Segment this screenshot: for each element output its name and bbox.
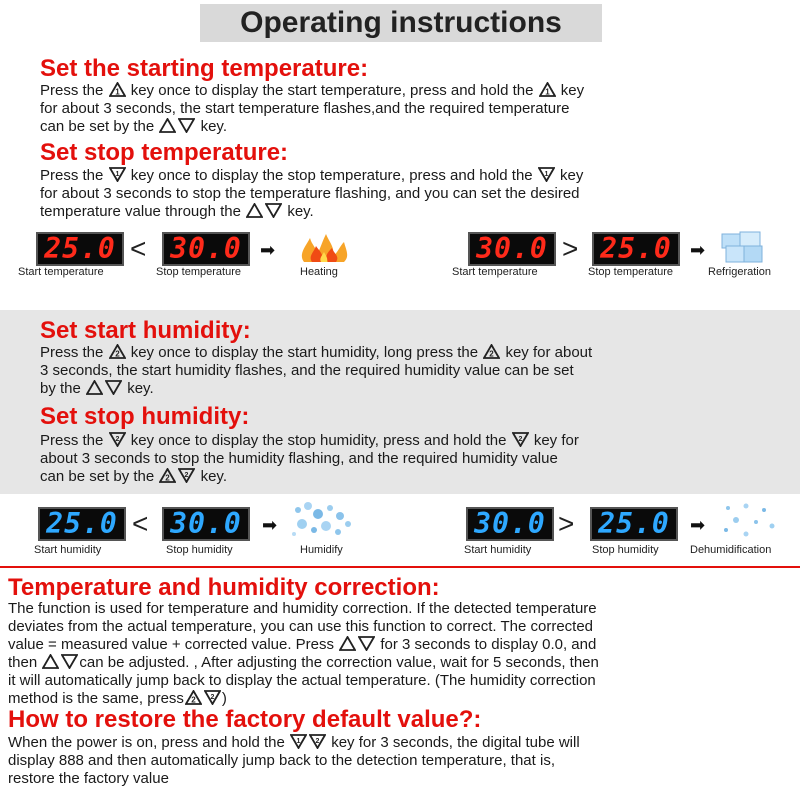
up-key-icon bbox=[42, 654, 59, 669]
humidify-caption: Humidify bbox=[300, 544, 343, 556]
down-key-2-icon bbox=[204, 690, 221, 705]
heating-caption: Heating bbox=[300, 266, 338, 278]
stop-humidity-heading: Set stop humidity: bbox=[40, 403, 250, 430]
down-key-icon bbox=[105, 380, 122, 395]
start-temperature-text: Press the key once to display the start temperature, press and hold the key for about 3 seconds, the start temperature flashes,and the required temperature can be set by the key. bbox=[40, 82, 585, 135]
start-humidity-caption: Start humidity bbox=[34, 544, 102, 556]
factory-reset-text: When the power is on, press and hold the key for 3 seconds, the digital tube will display 888 and then automatically jump back to the detection temperature, that is, restore the factory value bbox=[8, 734, 580, 787]
up-key-2-icon bbox=[109, 344, 126, 359]
start-humidity-caption: Start humidity bbox=[464, 544, 532, 556]
down-key-2-icon bbox=[309, 734, 326, 749]
start-temperature-caption: Start temperature bbox=[452, 266, 538, 278]
stop-temperature-display: 30.0 bbox=[162, 232, 250, 266]
water-drops-icon bbox=[288, 500, 354, 540]
arrow-right-icon: ➡ bbox=[260, 240, 276, 260]
correction-text: The function is used for temperature and humidity correction. If the detected temperature deviates from the actual temperature, you can use this function to correct. The corrected value = measured value + corrected value. Press for 3 seconds to display 0.0, and then can be adjusted. , After adjusting the correction value, wait for 5 seconds, then it will automatically jump back to display the actual temperature. (The humidity correction method is the same, press ) bbox=[8, 600, 599, 707]
start-temperature-display: 30.0 bbox=[468, 232, 556, 266]
down-key-icon bbox=[358, 636, 375, 651]
stop-temperature-display: 25.0 bbox=[592, 232, 680, 266]
stop-humidity-display: 30.0 bbox=[162, 507, 250, 541]
up-key-icon bbox=[159, 118, 176, 133]
stop-temperature-caption: Stop temperature bbox=[588, 266, 673, 278]
stop-temperature-text: Press the key once to display the stop temperature, press and hold the key for about 3 seconds to stop the temperature flashing, and you can set the desired temperature value through the key. bbox=[40, 167, 584, 220]
less-than-sign: < bbox=[130, 233, 147, 264]
start-humidity-heading: Set start humidity: bbox=[40, 317, 251, 344]
down-key-2-icon bbox=[109, 432, 126, 447]
down-key-icon bbox=[265, 203, 282, 218]
flame-icon bbox=[294, 228, 356, 264]
down-key-1-icon bbox=[290, 734, 307, 749]
down-key-icon bbox=[61, 654, 78, 669]
arrow-right-icon: ➡ bbox=[262, 515, 278, 535]
stop-humidity-caption: Stop humidity bbox=[592, 544, 659, 556]
start-humidity-display: 30.0 bbox=[466, 507, 554, 541]
start-temperature-heading: Set the starting temperature: bbox=[40, 55, 369, 82]
down-key-icon bbox=[178, 118, 195, 133]
start-humidity-display: 25.0 bbox=[38, 507, 126, 541]
down-key-2-icon bbox=[178, 468, 195, 483]
factory-reset-heading: How to restore the factory default value?: bbox=[8, 706, 482, 733]
up-key-icon bbox=[246, 203, 263, 218]
greater-than-sign: > bbox=[562, 233, 579, 264]
down-key-2-icon bbox=[512, 432, 529, 447]
stop-humidity-text: Press the key once to display the stop humidity, press and hold the key for about 3 seconds to stop the humidity flashing, and the required humidity value can be set by the key. bbox=[40, 432, 579, 485]
header bbox=[0, 0, 800, 46]
up-key-icon bbox=[339, 636, 356, 651]
up-key-1-icon bbox=[539, 82, 556, 97]
stop-humidity-display: 25.0 bbox=[590, 507, 678, 541]
stop-temperature-caption: Stop temperature bbox=[156, 266, 241, 278]
arrow-right-icon: ➡ bbox=[690, 515, 706, 535]
stop-humidity-caption: Stop humidity bbox=[166, 544, 233, 556]
sparse-drops-icon bbox=[716, 500, 782, 540]
start-temperature-display: 25.0 bbox=[36, 232, 124, 266]
up-key-2-icon bbox=[483, 344, 500, 359]
up-key-2-icon bbox=[159, 468, 176, 483]
up-key-1-icon bbox=[109, 82, 126, 97]
up-key-2-icon bbox=[185, 690, 202, 705]
start-temperature-caption: Start temperature bbox=[18, 266, 104, 278]
less-than-sign: < bbox=[132, 508, 149, 539]
start-humidity-text: Press the key once to display the start humidity, long press the key for about 3 seconds, the start humidity flashes, and the required humidity value can be set by the key. bbox=[40, 344, 593, 397]
down-key-1-icon bbox=[538, 167, 555, 182]
stop-temperature-heading: Set stop temperature: bbox=[40, 139, 289, 166]
ice-cube-icon bbox=[720, 230, 764, 264]
greater-than-sign: > bbox=[558, 508, 575, 539]
up-key-icon bbox=[86, 380, 103, 395]
arrow-right-icon: ➡ bbox=[690, 240, 706, 260]
section-divider bbox=[0, 566, 800, 568]
page-title: Operating instructions bbox=[200, 4, 602, 42]
refrigeration-caption: Refrigeration bbox=[708, 266, 771, 278]
down-key-1-icon bbox=[109, 167, 126, 182]
correction-heading: Temperature and humidity correction: bbox=[8, 574, 440, 601]
dehumidification-caption: Dehumidification bbox=[690, 544, 772, 556]
